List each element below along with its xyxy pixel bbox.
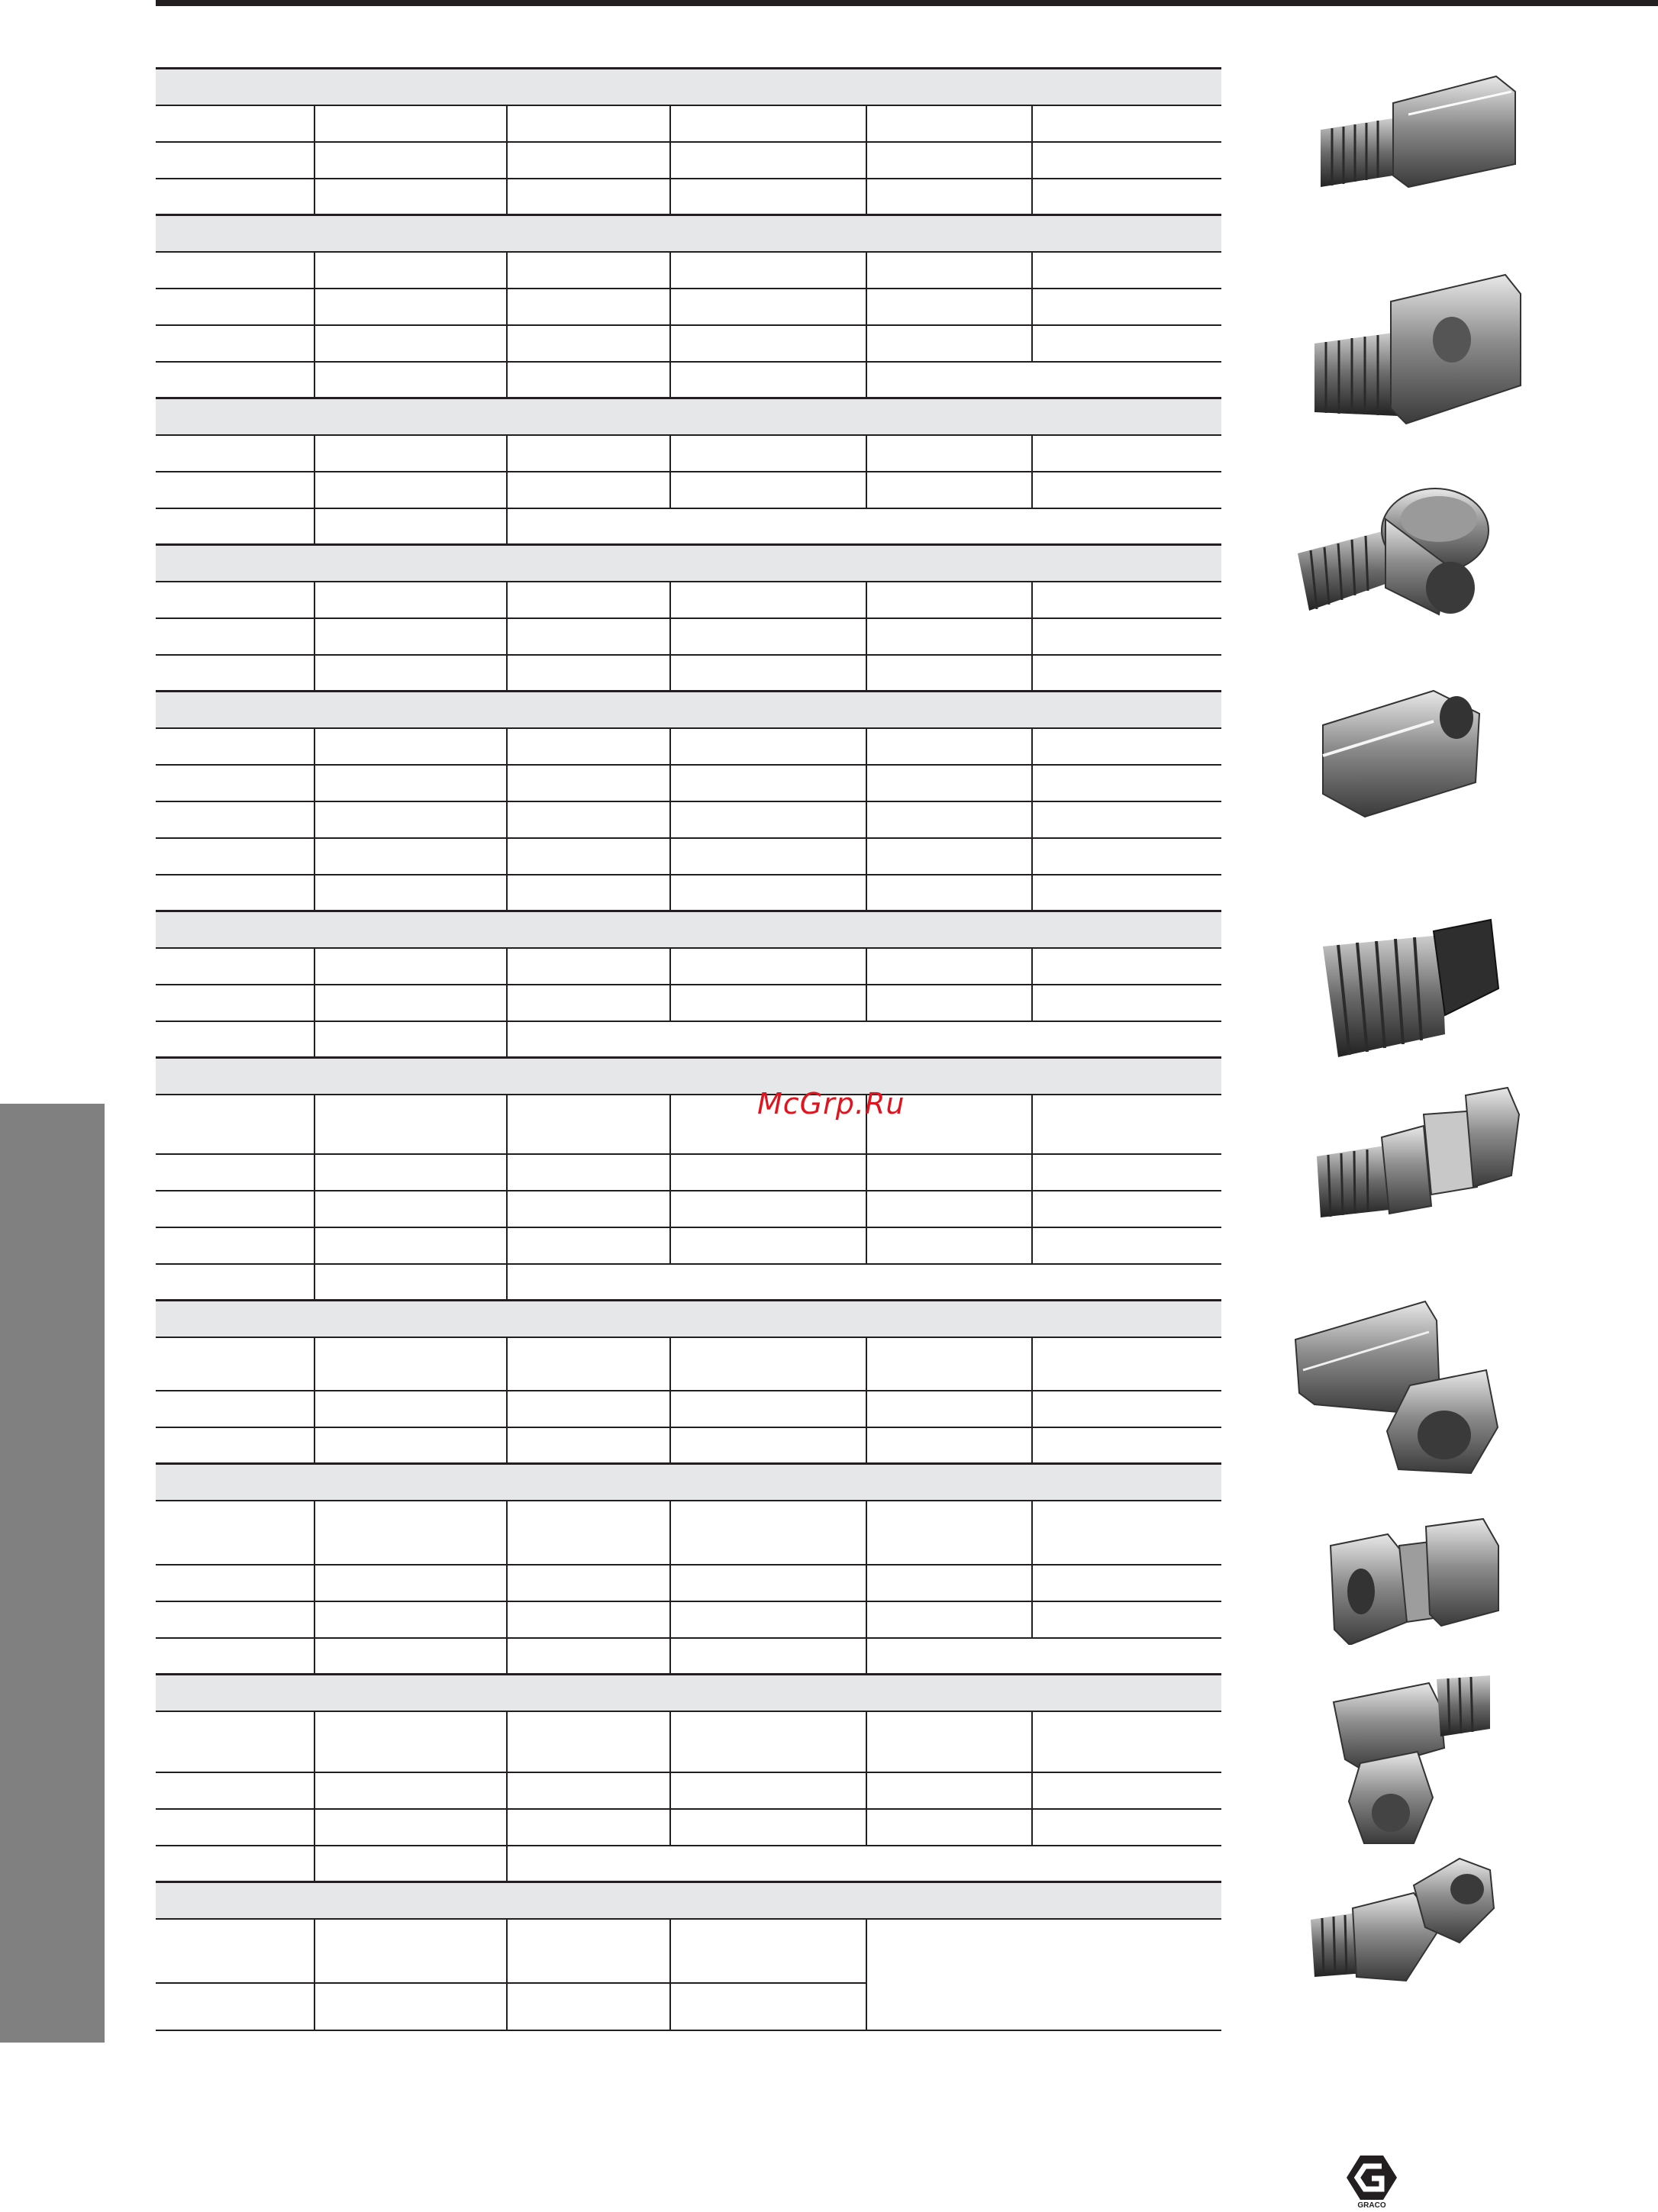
parts-table	[156, 67, 1221, 2031]
table-cell	[670, 1501, 866, 1565]
table-row	[156, 985, 1221, 1021]
section-header-row	[156, 1058, 1221, 1095]
table-cell	[670, 801, 866, 838]
table-cell	[866, 105, 1032, 142]
table-cell	[866, 1227, 1032, 1264]
table-cell	[1032, 1809, 1221, 1846]
table-cell	[507, 179, 670, 215]
section-header-row	[156, 1882, 1221, 1919]
table-cell	[156, 1638, 315, 1675]
table-cell	[670, 472, 866, 508]
table-cell	[866, 1565, 1032, 1601]
table-row	[156, 105, 1221, 142]
table-cell	[315, 1264, 507, 1301]
table-cell	[156, 985, 315, 1021]
table-cell	[156, 1601, 315, 1638]
section-header-row	[156, 215, 1221, 252]
table-cell	[315, 362, 507, 398]
table-cell	[315, 728, 507, 765]
table-cell	[315, 1809, 507, 1846]
street-elbow-fitting-icon	[1294, 473, 1515, 626]
table-cell	[156, 289, 315, 325]
table-row	[156, 1391, 1221, 1427]
table-cell	[1032, 655, 1221, 692]
table-cell	[866, 875, 1032, 911]
table-cell	[315, 508, 507, 545]
table-cell	[1032, 1391, 1221, 1427]
table-cell	[866, 435, 1032, 472]
table-cell	[156, 618, 315, 655]
table-cell	[670, 1427, 866, 1464]
table-cell	[1032, 1711, 1221, 1772]
table-cell	[507, 435, 670, 472]
table-cell	[1032, 142, 1221, 179]
table-cell	[315, 1501, 507, 1565]
section-header	[156, 692, 1221, 728]
table-row	[156, 655, 1221, 692]
table-cell	[866, 142, 1032, 179]
table-cell	[866, 289, 1032, 325]
table-cell	[315, 1021, 507, 1058]
table-cell	[315, 1227, 507, 1264]
table-cell	[315, 472, 507, 508]
table-row	[156, 508, 1221, 545]
table-cell	[507, 838, 670, 875]
table-row	[156, 1919, 1221, 1983]
table-cell	[156, 325, 315, 362]
table-cell	[156, 948, 315, 985]
table-cell	[866, 1337, 1032, 1391]
table-cell	[156, 1191, 315, 1227]
table-cell	[315, 179, 507, 215]
table-cell	[156, 1846, 315, 1882]
table-cell	[315, 985, 507, 1021]
table-cell	[156, 1919, 315, 1983]
table-cell	[156, 1711, 315, 1772]
table-cell	[315, 1601, 507, 1638]
table-row	[156, 1264, 1221, 1301]
table-cell	[866, 1919, 1221, 2030]
table-cell	[1032, 582, 1221, 618]
table-cell	[866, 325, 1032, 362]
table-cell	[670, 1809, 866, 1846]
table-cell	[315, 1565, 507, 1601]
section-header-row	[156, 1675, 1221, 1711]
table-row	[156, 1638, 1221, 1675]
section-header-row	[156, 69, 1221, 105]
table-cell	[670, 362, 866, 398]
table-cell	[1032, 1565, 1221, 1601]
pipe-plug-fitting-icon	[1319, 916, 1502, 1057]
section-header	[156, 1058, 1221, 1095]
table-row	[156, 252, 1221, 289]
table-cell	[670, 289, 866, 325]
table-cell	[315, 325, 507, 362]
table-cell	[866, 1391, 1032, 1427]
table-cell	[315, 618, 507, 655]
section-header	[156, 215, 1221, 252]
table-row	[156, 289, 1221, 325]
table-cell	[866, 618, 1032, 655]
table-cell	[507, 325, 670, 362]
table-cell	[156, 508, 315, 545]
table-cell	[670, 985, 866, 1021]
table-cell	[866, 179, 1032, 215]
table-cell	[507, 1601, 670, 1638]
table-row	[156, 948, 1221, 985]
table-cell	[156, 1227, 315, 1264]
table-row	[156, 582, 1221, 618]
table-cell	[866, 1809, 1032, 1846]
section-header	[156, 398, 1221, 435]
table-cell	[1032, 728, 1221, 765]
table-cell	[315, 105, 507, 142]
section-header-row	[156, 911, 1221, 948]
table-cell	[1032, 1772, 1221, 1809]
table-cell	[507, 508, 1221, 545]
table-cell	[866, 1711, 1032, 1772]
table-cell	[866, 582, 1032, 618]
table-row	[156, 179, 1221, 215]
table-cell	[507, 1021, 1221, 1058]
table-cell	[156, 362, 315, 398]
table-cell	[507, 142, 670, 179]
table-cell	[315, 1711, 507, 1772]
table-cell	[670, 1227, 866, 1264]
table-cell	[507, 1919, 670, 1983]
swivel-elbow-male-fitting-icon	[1330, 1675, 1494, 1847]
table-cell	[315, 1919, 507, 1983]
table-cell	[866, 765, 1032, 801]
table-cell	[156, 1021, 315, 1058]
table-cell	[866, 728, 1032, 765]
table-row	[156, 1191, 1221, 1227]
table-cell	[156, 1154, 315, 1191]
table-cell	[507, 1565, 670, 1601]
section-header	[156, 1464, 1221, 1501]
table-cell	[670, 655, 866, 692]
table-cell	[866, 1501, 1032, 1565]
table-row	[156, 801, 1221, 838]
table-row	[156, 875, 1221, 911]
table-cell	[866, 472, 1032, 508]
table-cell	[507, 1227, 670, 1264]
table-cell	[156, 252, 315, 289]
table-row	[156, 472, 1221, 508]
table-cell	[156, 142, 315, 179]
table-row	[156, 1809, 1221, 1846]
table-cell	[507, 362, 670, 398]
table-row	[156, 1427, 1221, 1464]
table-cell	[315, 142, 507, 179]
table-cell	[1032, 801, 1221, 838]
table-cell	[866, 985, 1032, 1021]
table-cell	[156, 472, 315, 508]
table-cell	[670, 252, 866, 289]
table-cell	[156, 655, 315, 692]
table-cell	[156, 728, 315, 765]
table-cell	[866, 801, 1032, 838]
table-cell	[315, 1154, 507, 1191]
section-header-row	[156, 1464, 1221, 1501]
table-row	[156, 1154, 1221, 1191]
table-cell	[670, 838, 866, 875]
table-cell	[1032, 1501, 1221, 1565]
table-cell	[1032, 179, 1221, 215]
table-cell	[1032, 1337, 1221, 1391]
table-cell	[156, 765, 315, 801]
reducer-adapter-fitting-icon	[1307, 271, 1528, 427]
table-cell	[1032, 472, 1221, 508]
table-cell	[1032, 1427, 1221, 1464]
table-cell	[315, 948, 507, 985]
table-cell	[670, 1711, 866, 1772]
table-cell	[670, 1983, 866, 2030]
table-cell	[156, 1337, 315, 1391]
top-rule	[156, 0, 1658, 6]
table-cell	[507, 1391, 670, 1427]
table-cell	[1032, 838, 1221, 875]
section-header-row	[156, 1301, 1221, 1337]
table-row	[156, 362, 1221, 398]
table-cell	[670, 179, 866, 215]
table-cell	[670, 728, 866, 765]
table-cell	[156, 1809, 315, 1846]
table-row	[156, 728, 1221, 765]
table-cell	[156, 582, 315, 618]
table-cell	[315, 1846, 507, 1882]
table-cell	[670, 1638, 866, 1675]
table-row	[156, 838, 1221, 875]
table-cell	[507, 1983, 670, 2030]
table-cell	[507, 289, 670, 325]
table-cell	[507, 1772, 670, 1809]
table-cell	[156, 875, 315, 911]
table-cell	[1032, 1227, 1221, 1264]
table-row	[156, 142, 1221, 179]
section-header-row	[156, 545, 1221, 582]
table-cell	[670, 1565, 866, 1601]
table-cell	[1032, 289, 1221, 325]
section-header-row	[156, 398, 1221, 435]
section-header-row	[156, 692, 1221, 728]
table-cell	[507, 1846, 1221, 1882]
table-cell	[866, 1427, 1032, 1464]
table-cell	[507, 875, 670, 911]
table-cell	[670, 325, 866, 362]
table-cell	[670, 1154, 866, 1191]
watermark: McGrp.Ru	[757, 1087, 905, 1121]
table-cell	[507, 655, 670, 692]
table-cell	[156, 1427, 315, 1464]
table-cell	[507, 1264, 1221, 1301]
table-cell	[1032, 875, 1221, 911]
table-cell	[670, 142, 866, 179]
table-cell	[507, 1711, 670, 1772]
table-cell	[156, 105, 315, 142]
section-header	[156, 1675, 1221, 1711]
section-header	[156, 1301, 1221, 1337]
table-cell	[156, 1264, 315, 1301]
table-cell	[670, 105, 866, 142]
table-cell	[866, 1191, 1032, 1227]
table-row	[156, 1095, 1221, 1154]
table-cell	[1032, 105, 1221, 142]
table-row	[156, 1711, 1221, 1772]
table-row	[156, 1501, 1221, 1565]
table-cell	[1032, 1191, 1221, 1227]
side-tab	[0, 1104, 105, 2043]
table-cell	[866, 1638, 1221, 1675]
table-cell	[866, 948, 1032, 985]
table-cell	[156, 838, 315, 875]
table-row	[156, 325, 1221, 362]
table-cell	[670, 875, 866, 911]
table-cell	[507, 618, 670, 655]
table-cell	[866, 362, 1221, 398]
table-cell	[507, 985, 670, 1021]
table-cell	[1032, 252, 1221, 289]
table-row	[156, 1601, 1221, 1638]
table-cell	[670, 1391, 866, 1427]
table-cell	[507, 728, 670, 765]
table-cell	[507, 765, 670, 801]
table-cell	[315, 875, 507, 911]
table-cell	[670, 1772, 866, 1809]
table-row	[156, 1846, 1221, 1882]
table-cell	[670, 765, 866, 801]
table-cell	[507, 105, 670, 142]
section-header	[156, 69, 1221, 105]
table-cell	[866, 1154, 1032, 1191]
table-cell	[866, 655, 1032, 692]
table-cell	[315, 801, 507, 838]
table-cell	[156, 1983, 315, 2030]
table-cell	[1032, 765, 1221, 801]
table-cell	[1032, 1154, 1221, 1191]
table-cell	[315, 655, 507, 692]
table-cell	[315, 435, 507, 472]
table-cell	[670, 1919, 866, 1983]
swivel-45-elbow-fitting-icon	[1307, 1855, 1498, 1992]
straight-adapter-fitting-icon	[1309, 73, 1523, 206]
table-cell	[866, 1601, 1032, 1638]
table-cell	[507, 1154, 670, 1191]
table-cell	[156, 179, 315, 215]
table-cell	[507, 801, 670, 838]
table-cell	[670, 1601, 866, 1638]
table-row	[156, 1565, 1221, 1601]
table-cell	[156, 1391, 315, 1427]
table-cell	[507, 252, 670, 289]
table-cell	[670, 435, 866, 472]
table-cell	[866, 252, 1032, 289]
table-cell	[507, 948, 670, 985]
table-cell	[507, 472, 670, 508]
section-header	[156, 1882, 1221, 1919]
table-cell	[315, 289, 507, 325]
section-header	[156, 911, 1221, 948]
table-cell	[315, 1983, 507, 2030]
swivel-union-fitting-icon	[1309, 1080, 1523, 1229]
table-cell	[1032, 325, 1221, 362]
table-cell	[315, 1638, 507, 1675]
table-row	[156, 1021, 1221, 1058]
table-cell	[315, 1427, 507, 1464]
table-cell	[315, 1095, 507, 1154]
table-cell	[507, 1427, 670, 1464]
table-cell	[315, 582, 507, 618]
table-cell	[866, 1772, 1032, 1809]
table-row	[156, 1772, 1221, 1809]
table-cell	[315, 1772, 507, 1809]
table-cell	[1032, 1095, 1221, 1154]
table-cell	[315, 765, 507, 801]
table-cell	[670, 1337, 866, 1391]
table-cell	[315, 838, 507, 875]
table-row	[156, 435, 1221, 472]
coupling-fitting-icon	[1319, 687, 1487, 821]
table-cell	[507, 1638, 670, 1675]
section-header	[156, 545, 1221, 582]
table-cell	[315, 1191, 507, 1227]
table-cell	[1032, 948, 1221, 985]
swivel-union-female-fitting-icon	[1327, 1515, 1502, 1645]
table-cell	[156, 435, 315, 472]
table-cell	[156, 1772, 315, 1809]
table-cell	[1032, 985, 1221, 1021]
table-cell	[670, 582, 866, 618]
swivel-elbow-female-fitting-icon	[1292, 1298, 1513, 1477]
table-row	[156, 765, 1221, 801]
table-cell	[156, 1565, 315, 1601]
table-cell	[1032, 435, 1221, 472]
table-row	[156, 1337, 1221, 1391]
table-cell	[670, 618, 866, 655]
table-cell	[1032, 618, 1221, 655]
table-cell	[507, 582, 670, 618]
table-cell	[315, 1337, 507, 1391]
table-cell	[156, 801, 315, 838]
table-cell	[507, 1809, 670, 1846]
table-cell	[315, 1391, 507, 1427]
graco-wordmark: GRACO	[1357, 2201, 1386, 2210]
table-cell	[507, 1337, 670, 1391]
table-cell	[670, 1191, 866, 1227]
table-cell	[507, 1095, 670, 1154]
table-row	[156, 618, 1221, 655]
graco-logo-icon	[1343, 2152, 1400, 2203]
table-cell	[507, 1501, 670, 1565]
table-cell	[507, 1191, 670, 1227]
table-row	[156, 1227, 1221, 1264]
table-cell	[315, 252, 507, 289]
table-cell	[156, 1501, 315, 1565]
table-cell	[670, 948, 866, 985]
table-cell	[156, 1095, 315, 1154]
table-cell	[1032, 1601, 1221, 1638]
table-cell	[866, 838, 1032, 875]
